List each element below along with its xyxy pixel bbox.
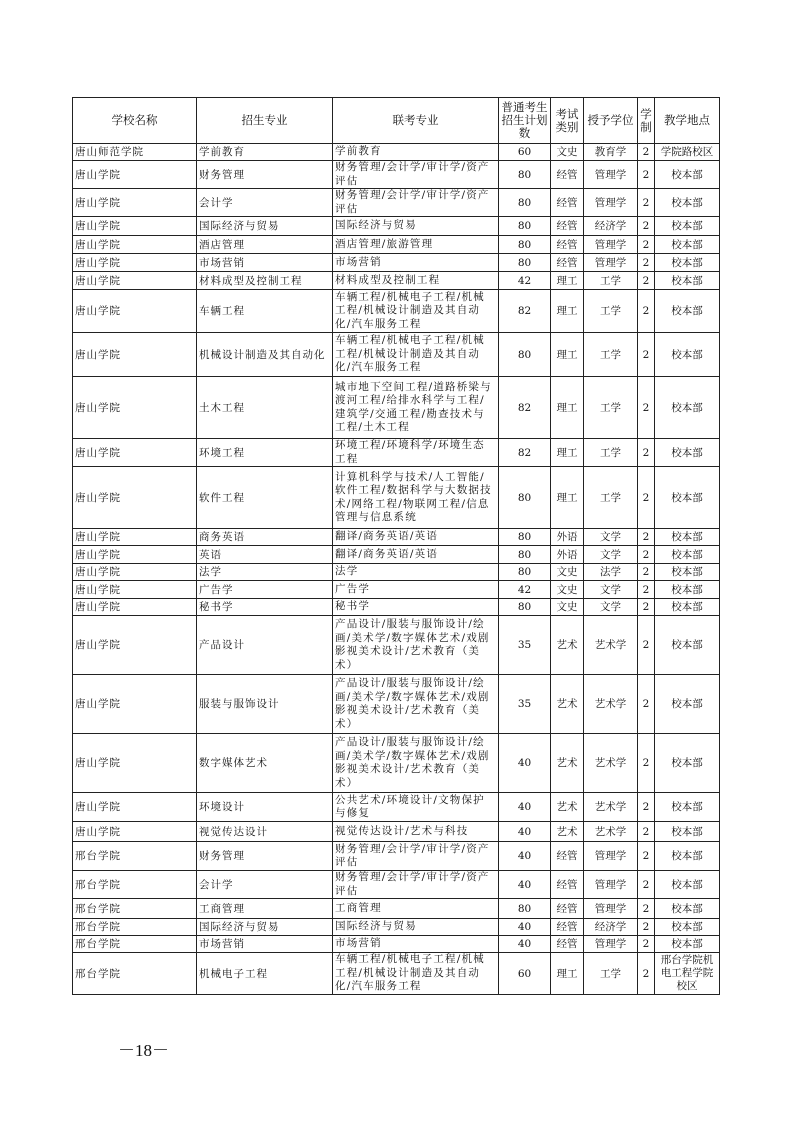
years-cell: 2 <box>638 822 655 842</box>
years-cell: 2 <box>638 333 655 377</box>
table-row <box>73 272 720 290</box>
plan-count-cell: 80 <box>499 217 551 236</box>
exam-type-cell: 外语 <box>551 529 584 546</box>
location-cell: 校本部 <box>655 842 720 871</box>
table-row <box>73 871 720 899</box>
location-cell: 校本部 <box>655 899 720 919</box>
exam-type-cell: 艺术 <box>551 793 584 822</box>
years-cell: 2 <box>638 144 655 161</box>
joint-major-cell: 产品设计/服装与服饰设计/绘画/美术学/数字媒体艺术/戏剧影视美术设计/艺术教育（美术） <box>333 734 499 793</box>
location-cell: 校本部 <box>655 616 720 675</box>
degree-cell: 文学 <box>584 581 638 599</box>
degree-cell: 管理学 <box>584 842 638 871</box>
table-row <box>73 599 720 616</box>
table-row <box>73 217 720 236</box>
exam-type-cell: 经管 <box>551 254 584 272</box>
header-joint-major: 联考专业 <box>333 98 499 144</box>
school-name-cell: 邢台学院 <box>73 953 197 995</box>
joint-major-cell: 国际经济与贸易 <box>333 217 499 236</box>
major-cell: 广告学 <box>197 581 333 599</box>
header-school: 学校名称 <box>73 98 197 144</box>
exam-type-cell: 外语 <box>551 546 584 564</box>
plan-count-cell: 40 <box>499 871 551 899</box>
location-cell: 校本部 <box>655 217 720 236</box>
table-row <box>73 953 720 995</box>
enrollment-table <box>72 97 720 995</box>
exam-type-cell: 经管 <box>551 936 584 953</box>
exam-type-cell: 经管 <box>551 217 584 236</box>
location-cell: 校本部 <box>655 919 720 936</box>
joint-major-cell: 视觉传达设计/艺术与科技 <box>333 822 499 842</box>
years-cell: 2 <box>638 161 655 189</box>
major-cell: 财务管理 <box>197 161 333 189</box>
major-cell: 法学 <box>197 564 333 581</box>
degree-cell: 工学 <box>584 953 638 995</box>
school-name-cell: 唐山学院 <box>73 272 197 290</box>
joint-major-cell: 国际经济与贸易 <box>333 919 499 936</box>
joint-major-cell: 财务管理/会计学/审计学/资产评估 <box>333 189 499 217</box>
school-name-cell: 邢台学院 <box>73 936 197 953</box>
joint-major-cell: 翻译/商务英语/英语 <box>333 529 499 546</box>
joint-major-cell: 材料成型及控制工程 <box>333 272 499 290</box>
degree-cell: 艺术学 <box>584 822 638 842</box>
years-cell: 2 <box>638 675 655 734</box>
school-name-cell: 唐山学院 <box>73 546 197 564</box>
plan-count-cell: 82 <box>499 290 551 333</box>
school-name-cell: 唐山学院 <box>73 333 197 377</box>
table-row <box>73 842 720 871</box>
degree-cell: 艺术学 <box>584 616 638 675</box>
exam-type-cell: 艺术 <box>551 675 584 734</box>
plan-count-cell: 35 <box>499 675 551 734</box>
location-cell: 校本部 <box>655 439 720 467</box>
location-cell: 校本部 <box>655 272 720 290</box>
location-cell: 校本部 <box>655 734 720 793</box>
plan-count-cell: 82 <box>499 377 551 439</box>
plan-count-cell: 60 <box>499 953 551 995</box>
years-cell: 2 <box>638 564 655 581</box>
school-name-cell: 唐山学院 <box>73 254 197 272</box>
years-cell: 2 <box>638 842 655 871</box>
plan-count-cell: 80 <box>499 467 551 529</box>
years-cell: 2 <box>638 899 655 919</box>
school-name-cell: 唐山学院 <box>73 529 197 546</box>
exam-type-cell: 艺术 <box>551 616 584 675</box>
joint-major-cell: 财务管理/会计学/审计学/资产评估 <box>333 161 499 189</box>
table-row <box>73 734 720 793</box>
exam-type-cell: 文史 <box>551 564 584 581</box>
degree-cell: 管理学 <box>584 936 638 953</box>
plan-count-cell: 82 <box>499 439 551 467</box>
school-name-cell: 唐山学院 <box>73 377 197 439</box>
school-name-cell: 唐山学院 <box>73 236 197 254</box>
major-cell: 商务英语 <box>197 529 333 546</box>
exam-type-cell: 经管 <box>551 871 584 899</box>
header-location: 教学地点 <box>655 98 720 144</box>
major-cell: 财务管理 <box>197 842 333 871</box>
years-cell: 2 <box>638 734 655 793</box>
joint-major-cell: 工商管理 <box>333 899 499 919</box>
location-cell: 校本部 <box>655 333 720 377</box>
exam-type-cell: 经管 <box>551 161 584 189</box>
major-cell: 工商管理 <box>197 899 333 919</box>
school-name-cell: 唐山学院 <box>73 616 197 675</box>
table-row <box>73 144 720 161</box>
plan-count-cell: 80 <box>499 546 551 564</box>
joint-major-cell: 市场营销 <box>333 936 499 953</box>
major-cell: 机械设计制造及其自动化 <box>197 333 333 377</box>
table-row <box>73 793 720 822</box>
plan-count-cell: 40 <box>499 793 551 822</box>
location-cell: 校本部 <box>655 793 720 822</box>
table-row <box>73 936 720 953</box>
major-cell: 环境设计 <box>197 793 333 822</box>
major-cell: 市场营销 <box>197 936 333 953</box>
joint-major-cell: 环境工程/环境科学/环境生态工程 <box>333 439 499 467</box>
plan-count-cell: 80 <box>499 599 551 616</box>
degree-cell: 工学 <box>584 272 638 290</box>
exam-type-cell: 理工 <box>551 953 584 995</box>
school-name-cell: 唐山学院 <box>73 564 197 581</box>
school-name-cell: 邢台学院 <box>73 899 197 919</box>
plan-count-cell: 35 <box>499 616 551 675</box>
school-name-cell: 唐山学院 <box>73 217 197 236</box>
years-cell: 2 <box>638 467 655 529</box>
table-row <box>73 564 720 581</box>
location-cell: 校本部 <box>655 377 720 439</box>
school-name-cell: 唐山学院 <box>73 189 197 217</box>
table-row <box>73 529 720 546</box>
table-row <box>73 254 720 272</box>
major-cell: 会计学 <box>197 871 333 899</box>
location-cell: 校本部 <box>655 822 720 842</box>
school-name-cell: 邢台学院 <box>73 842 197 871</box>
table-row <box>73 161 720 189</box>
school-name-cell: 唐山学院 <box>73 599 197 616</box>
joint-major-cell: 翻译/商务英语/英语 <box>333 546 499 564</box>
degree-cell: 管理学 <box>584 236 638 254</box>
exam-type-cell: 艺术 <box>551 734 584 793</box>
major-cell: 国际经济与贸易 <box>197 217 333 236</box>
table-row <box>73 675 720 734</box>
school-name-cell: 唐山学院 <box>73 467 197 529</box>
degree-cell: 管理学 <box>584 161 638 189</box>
degree-cell: 管理学 <box>584 254 638 272</box>
years-cell: 2 <box>638 290 655 333</box>
location-cell: 校本部 <box>655 236 720 254</box>
years-cell: 2 <box>638 793 655 822</box>
plan-count-cell: 80 <box>499 254 551 272</box>
joint-major-cell: 车辆工程/机械电子工程/机械工程/机械设计制造及其自动化/汽车服务工程 <box>333 333 499 377</box>
location-cell: 校本部 <box>655 189 720 217</box>
major-cell: 产品设计 <box>197 616 333 675</box>
school-name-cell: 唐山学院 <box>73 290 197 333</box>
plan-count-cell: 40 <box>499 822 551 842</box>
exam-type-cell: 理工 <box>551 272 584 290</box>
plan-count-cell: 80 <box>499 236 551 254</box>
exam-type-cell: 艺术 <box>551 822 584 842</box>
years-cell: 2 <box>638 236 655 254</box>
table-row <box>73 189 720 217</box>
major-cell: 服装与服饰设计 <box>197 675 333 734</box>
joint-major-cell: 产品设计/服装与服饰设计/绘画/美术学/数字媒体艺术/戏剧影视美术设计/艺术教育（美术） <box>333 675 499 734</box>
major-cell: 英语 <box>197 546 333 564</box>
school-name-cell: 唐山学院 <box>73 734 197 793</box>
school-name-cell: 唐山师范学院 <box>73 144 197 161</box>
joint-major-cell: 产品设计/服装与服饰设计/绘画/美术学/数字媒体艺术/戏剧影视美术设计/艺术教育（美术） <box>333 616 499 675</box>
school-name-cell: 唐山学院 <box>73 793 197 822</box>
joint-major-cell: 城市地下空间工程/道路桥梁与渡河工程/给排水科学与工程/建筑学/交通工程/勘查技术与工程/土木工程 <box>333 377 499 439</box>
location-cell: 校本部 <box>655 936 720 953</box>
joint-major-cell: 财务管理/会计学/审计学/资产评估 <box>333 842 499 871</box>
degree-cell: 艺术学 <box>584 793 638 822</box>
joint-major-cell: 公共艺术/环境设计/文物保护与修复 <box>333 793 499 822</box>
location-cell: 校本部 <box>655 564 720 581</box>
exam-type-cell: 理工 <box>551 377 584 439</box>
location-cell: 校本部 <box>655 290 720 333</box>
school-name-cell: 唐山学院 <box>73 581 197 599</box>
plan-count-cell: 80 <box>499 333 551 377</box>
school-name-cell: 邢台学院 <box>73 919 197 936</box>
degree-cell: 经济学 <box>584 919 638 936</box>
table-header-row <box>73 98 720 144</box>
location-cell: 校本部 <box>655 599 720 616</box>
table-row <box>73 467 720 529</box>
plan-count-cell: 40 <box>499 734 551 793</box>
table-row <box>73 822 720 842</box>
exam-type-cell: 理工 <box>551 333 584 377</box>
table-row <box>73 377 720 439</box>
exam-type-cell: 经管 <box>551 899 584 919</box>
location-cell: 校本部 <box>655 675 720 734</box>
major-cell: 材料成型及控制工程 <box>197 272 333 290</box>
years-cell: 2 <box>638 936 655 953</box>
years-cell: 2 <box>638 599 655 616</box>
degree-cell: 管理学 <box>584 189 638 217</box>
years-cell: 2 <box>638 189 655 217</box>
major-cell: 机械电子工程 <box>197 953 333 995</box>
exam-type-cell: 文史 <box>551 581 584 599</box>
exam-type-cell: 理工 <box>551 439 584 467</box>
exam-type-cell: 经管 <box>551 189 584 217</box>
table-row <box>73 616 720 675</box>
plan-count-cell: 40 <box>499 842 551 871</box>
joint-major-cell: 学前教育 <box>333 144 499 161</box>
plan-count-cell: 80 <box>499 564 551 581</box>
major-cell: 酒店管理 <box>197 236 333 254</box>
location-cell: 学院路校区 <box>655 144 720 161</box>
degree-cell: 教育学 <box>584 144 638 161</box>
location-cell: 邢台学院机电工程学院校区 <box>655 953 720 995</box>
plan-count-cell: 80 <box>499 529 551 546</box>
years-cell: 2 <box>638 377 655 439</box>
major-cell: 秘书学 <box>197 599 333 616</box>
major-cell: 软件工程 <box>197 467 333 529</box>
years-cell: 2 <box>638 616 655 675</box>
degree-cell: 管理学 <box>584 899 638 919</box>
exam-type-cell: 理工 <box>551 290 584 333</box>
joint-major-cell: 车辆工程/机械电子工程/机械工程/机械设计制造及其自动化/汽车服务工程 <box>333 290 499 333</box>
header-major: 招生专业 <box>197 98 333 144</box>
degree-cell: 工学 <box>584 439 638 467</box>
exam-type-cell: 理工 <box>551 467 584 529</box>
plan-count-cell: 60 <box>499 144 551 161</box>
major-cell: 会计学 <box>197 189 333 217</box>
plan-count-cell: 80 <box>499 189 551 217</box>
degree-cell: 法学 <box>584 564 638 581</box>
degree-cell: 文学 <box>584 546 638 564</box>
school-name-cell: 唐山学院 <box>73 161 197 189</box>
major-cell: 数字媒体艺术 <box>197 734 333 793</box>
degree-cell: 文学 <box>584 529 638 546</box>
exam-type-cell: 文史 <box>551 144 584 161</box>
major-cell: 车辆工程 <box>197 290 333 333</box>
degree-cell: 艺术学 <box>584 734 638 793</box>
major-cell: 学前教育 <box>197 144 333 161</box>
degree-cell: 文学 <box>584 599 638 616</box>
degree-cell: 艺术学 <box>584 675 638 734</box>
major-cell: 国际经济与贸易 <box>197 919 333 936</box>
school-name-cell: 唐山学院 <box>73 439 197 467</box>
years-cell: 2 <box>638 581 655 599</box>
joint-major-cell: 市场营销 <box>333 254 499 272</box>
header-degree: 授予学位 <box>584 98 638 144</box>
joint-major-cell: 秘书学 <box>333 599 499 616</box>
header-years: 学制 <box>638 98 655 144</box>
location-cell: 校本部 <box>655 254 720 272</box>
major-cell: 土木工程 <box>197 377 333 439</box>
exam-type-cell: 文史 <box>551 599 584 616</box>
school-name-cell: 唐山学院 <box>73 675 197 734</box>
location-cell: 校本部 <box>655 581 720 599</box>
joint-major-cell: 计算机科学与技术/人工智能/软件工程/数据科学与大数据技术/网络工程/物联网工程/信息管理与信息系统 <box>333 467 499 529</box>
degree-cell: 工学 <box>584 467 638 529</box>
plan-count-cell: 40 <box>499 919 551 936</box>
years-cell: 2 <box>638 919 655 936</box>
school-name-cell: 唐山学院 <box>73 822 197 842</box>
table-row <box>73 236 720 254</box>
degree-cell: 工学 <box>584 333 638 377</box>
table-row <box>73 899 720 919</box>
header-plan: 普通考生招生计划数 <box>499 98 551 144</box>
years-cell: 2 <box>638 871 655 899</box>
joint-major-cell: 车辆工程/机械电子工程/机械工程/机械设计制造及其自动化/汽车服务工程 <box>333 953 499 995</box>
years-cell: 2 <box>638 272 655 290</box>
plan-count-cell: 42 <box>499 272 551 290</box>
degree-cell: 管理学 <box>584 871 638 899</box>
plan-count-cell: 80 <box>499 161 551 189</box>
location-cell: 校本部 <box>655 161 720 189</box>
degree-cell: 工学 <box>584 290 638 333</box>
major-cell: 环境工程 <box>197 439 333 467</box>
major-cell: 视觉传达设计 <box>197 822 333 842</box>
years-cell: 2 <box>638 546 655 564</box>
exam-type-cell: 经管 <box>551 236 584 254</box>
joint-major-cell: 酒店管理/旅游管理 <box>333 236 499 254</box>
years-cell: 2 <box>638 439 655 467</box>
location-cell: 校本部 <box>655 871 720 899</box>
joint-major-cell: 财务管理/会计学/审计学/资产评估 <box>333 871 499 899</box>
plan-count-cell: 40 <box>499 936 551 953</box>
table-row <box>73 546 720 564</box>
plan-count-cell: 80 <box>499 899 551 919</box>
location-cell: 校本部 <box>655 529 720 546</box>
exam-type-cell: 经管 <box>551 919 584 936</box>
header-exam-type: 考试类别 <box>551 98 584 144</box>
table-row <box>73 333 720 377</box>
exam-type-cell: 经管 <box>551 842 584 871</box>
years-cell: 2 <box>638 217 655 236</box>
table-row <box>73 439 720 467</box>
major-cell: 市场营销 <box>197 254 333 272</box>
years-cell: 2 <box>638 953 655 995</box>
joint-major-cell: 广告学 <box>333 581 499 599</box>
years-cell: 2 <box>638 529 655 546</box>
plan-count-cell: 42 <box>499 581 551 599</box>
table-row <box>73 919 720 936</box>
degree-cell: 经济学 <box>584 217 638 236</box>
table-row <box>73 290 720 333</box>
table-row <box>73 581 720 599</box>
location-cell: 校本部 <box>655 546 720 564</box>
joint-major-cell: 法学 <box>333 564 499 581</box>
page-number: －18－ <box>118 1041 169 1060</box>
location-cell: 校本部 <box>655 467 720 529</box>
years-cell: 2 <box>638 254 655 272</box>
school-name-cell: 邢台学院 <box>73 871 197 899</box>
degree-cell: 工学 <box>584 377 638 439</box>
